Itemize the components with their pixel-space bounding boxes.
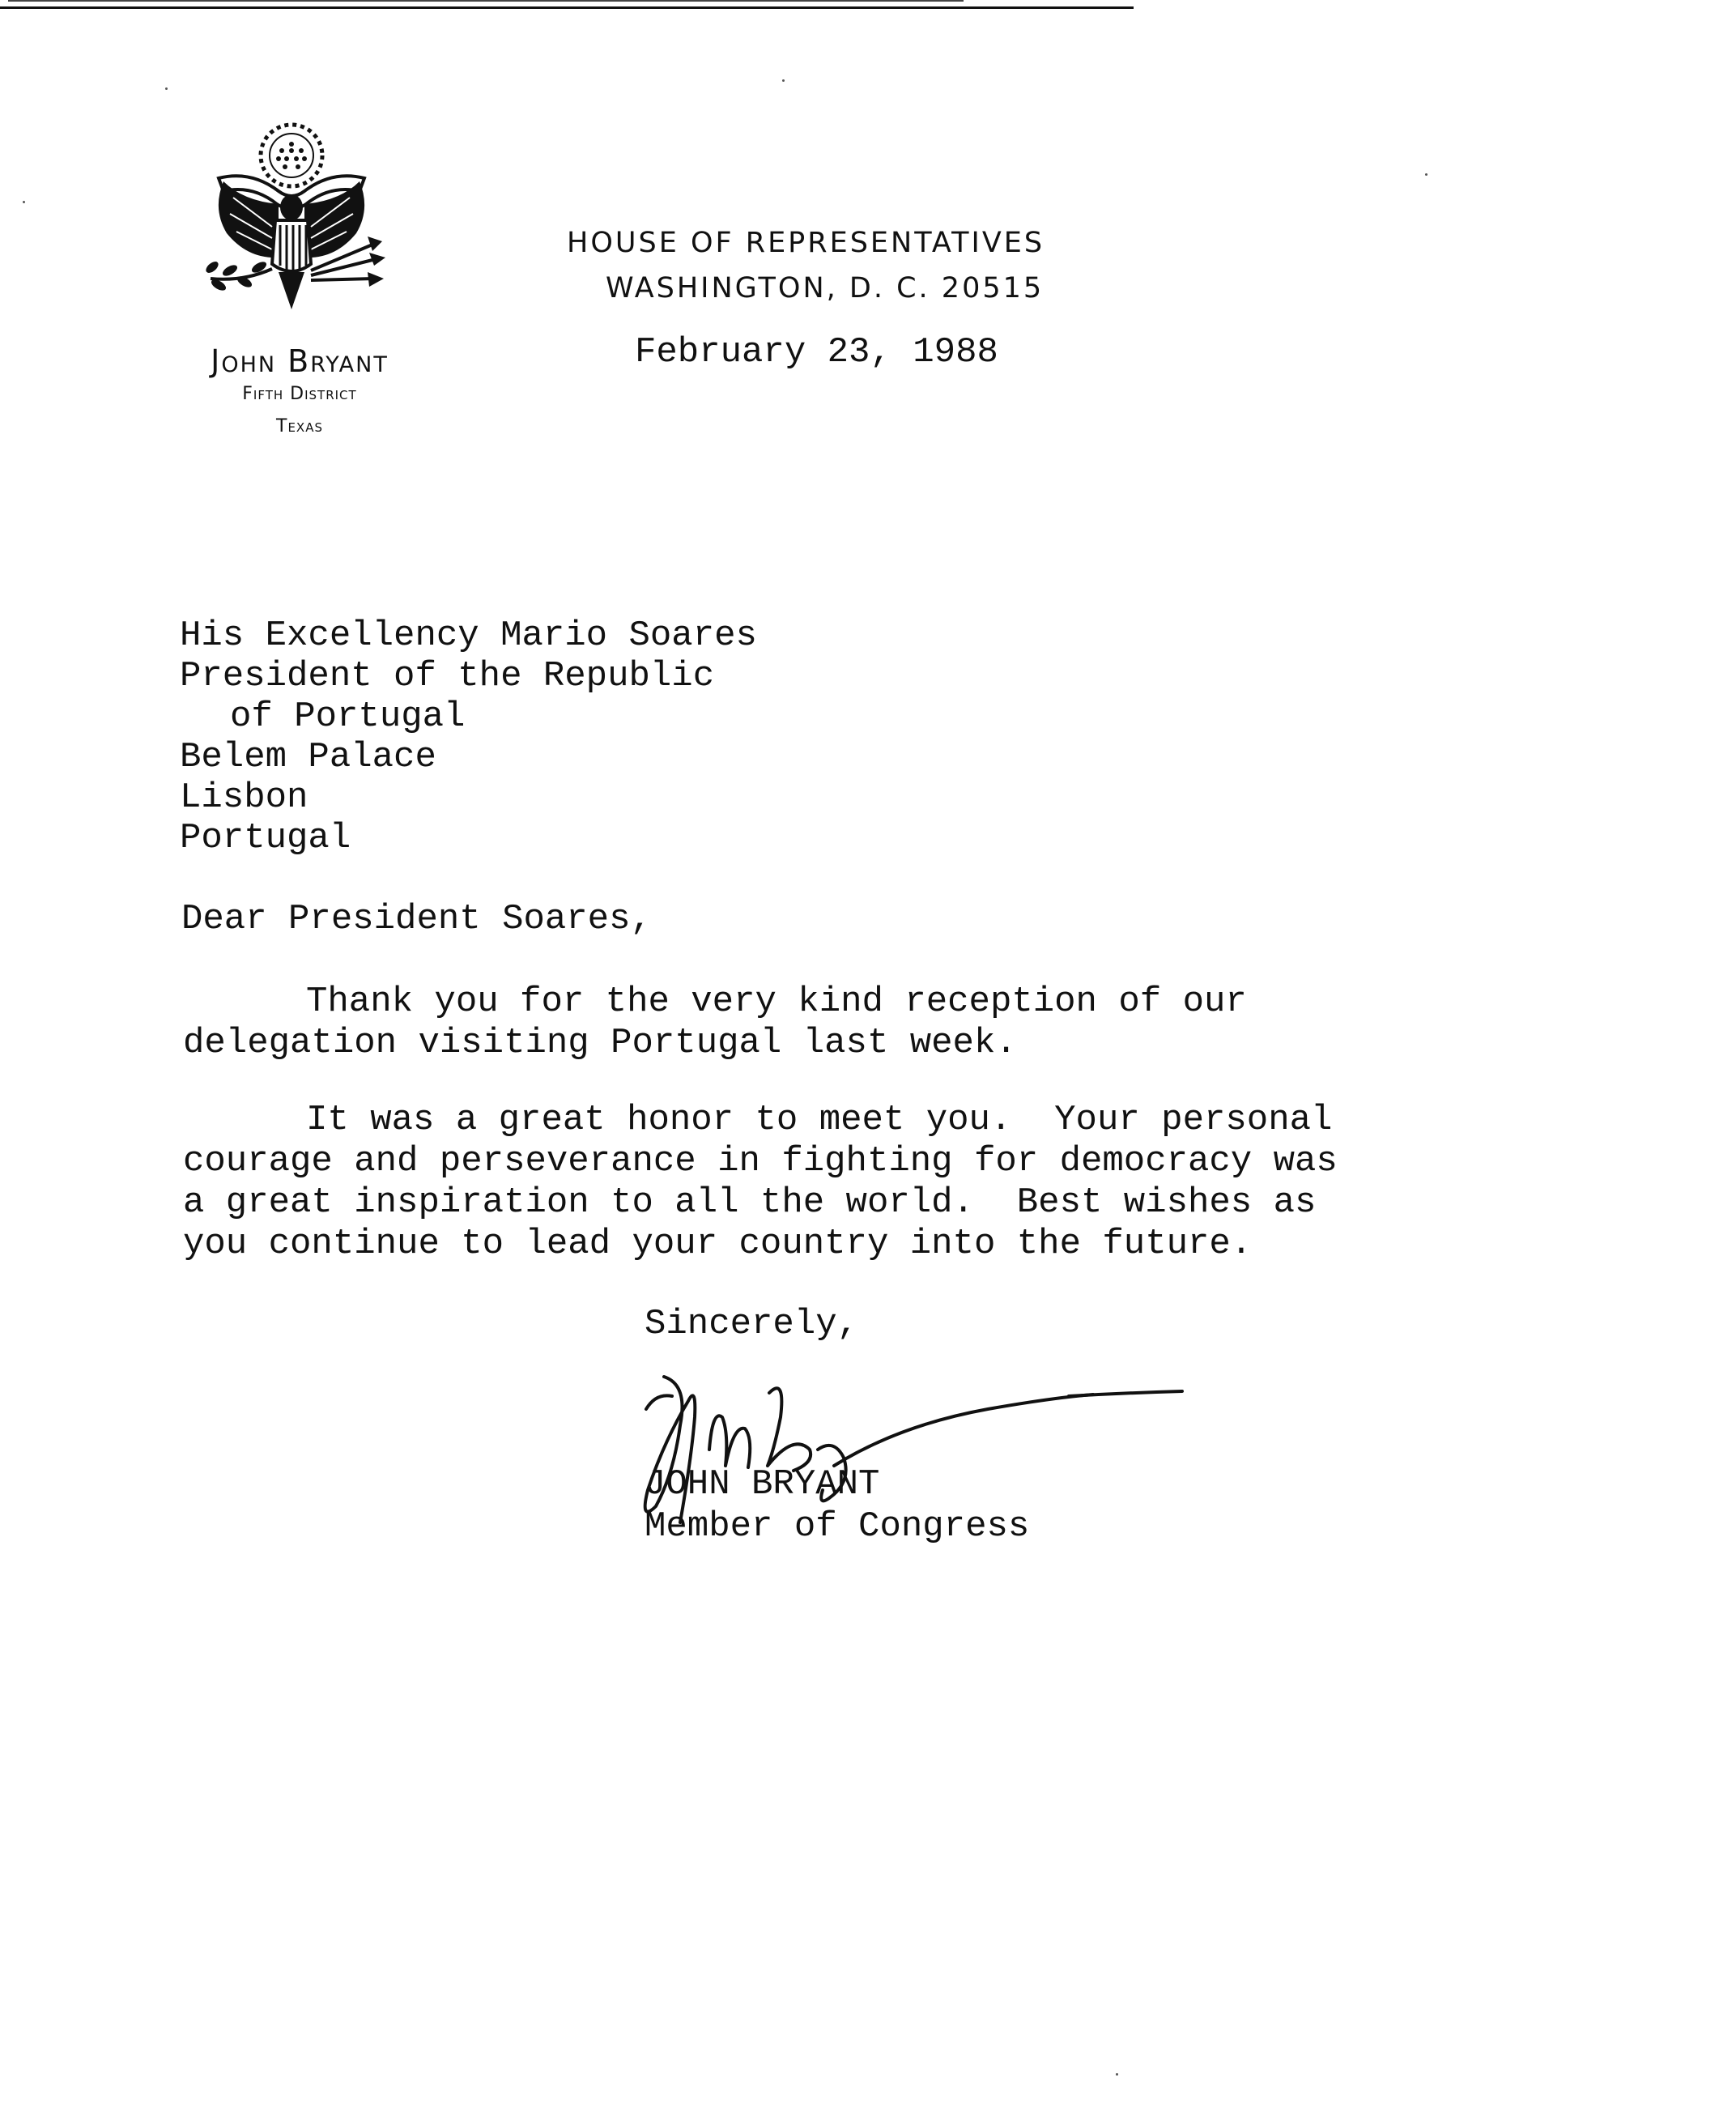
body-paragraph bbox=[183, 981, 1511, 1064]
closing: Sincerely, bbox=[645, 1304, 859, 1344]
recipient-address bbox=[180, 615, 757, 858]
great-seal-eagle-icon bbox=[194, 120, 389, 322]
member-state: Texas bbox=[276, 416, 323, 436]
signature-title: Member of Congress bbox=[645, 1506, 1030, 1547]
scan-edge-line bbox=[0, 6, 1134, 9]
house-heading: HOUSE OF REPRESENTATIVES bbox=[567, 227, 1045, 259]
scan-speck bbox=[23, 201, 25, 203]
body-line: Thank you for the very kind reception of our bbox=[306, 981, 1247, 1022]
recipient-line: Portugal bbox=[180, 818, 351, 858]
scan-speck bbox=[165, 87, 168, 90]
recipient-line: President of the Republic bbox=[180, 656, 715, 696]
recipient-line: of Portugal bbox=[230, 696, 466, 737]
letter-date: February 23, 1988 bbox=[635, 332, 998, 373]
recipient-line: Lisbon bbox=[180, 777, 308, 818]
scan-speck bbox=[782, 79, 785, 82]
member-name: John Bryant bbox=[211, 343, 389, 379]
member-district: Fifth District bbox=[242, 384, 357, 404]
body-line: a great inspiration to all the world. Best wishes as bbox=[183, 1182, 1317, 1223]
recipient-line: Belem Palace bbox=[180, 737, 436, 777]
scan-edge-line bbox=[8, 0, 964, 2]
body-line: you continue to lead your country into the future. bbox=[183, 1224, 1253, 1264]
recipient-line: His Excellency Mario Soares bbox=[180, 615, 757, 656]
body-paragraph bbox=[183, 1100, 1511, 1265]
body-line: It was a great honor to meet you. Your personal bbox=[306, 1100, 1333, 1140]
body-line: courage and perseverance in fighting for democracy was bbox=[183, 1141, 1338, 1182]
scan-speck bbox=[1425, 173, 1428, 176]
body-line: delegation visiting Portugal last week. bbox=[183, 1023, 1017, 1063]
handwritten-signature bbox=[632, 1360, 1198, 1555]
scan-speck bbox=[1116, 2073, 1118, 2076]
signature-name: JOHN BRYANT bbox=[645, 1464, 880, 1505]
city-address: WASHINGTON, D. C. 20515 bbox=[606, 272, 1045, 304]
salutation: Dear President Soares, bbox=[181, 899, 652, 939]
